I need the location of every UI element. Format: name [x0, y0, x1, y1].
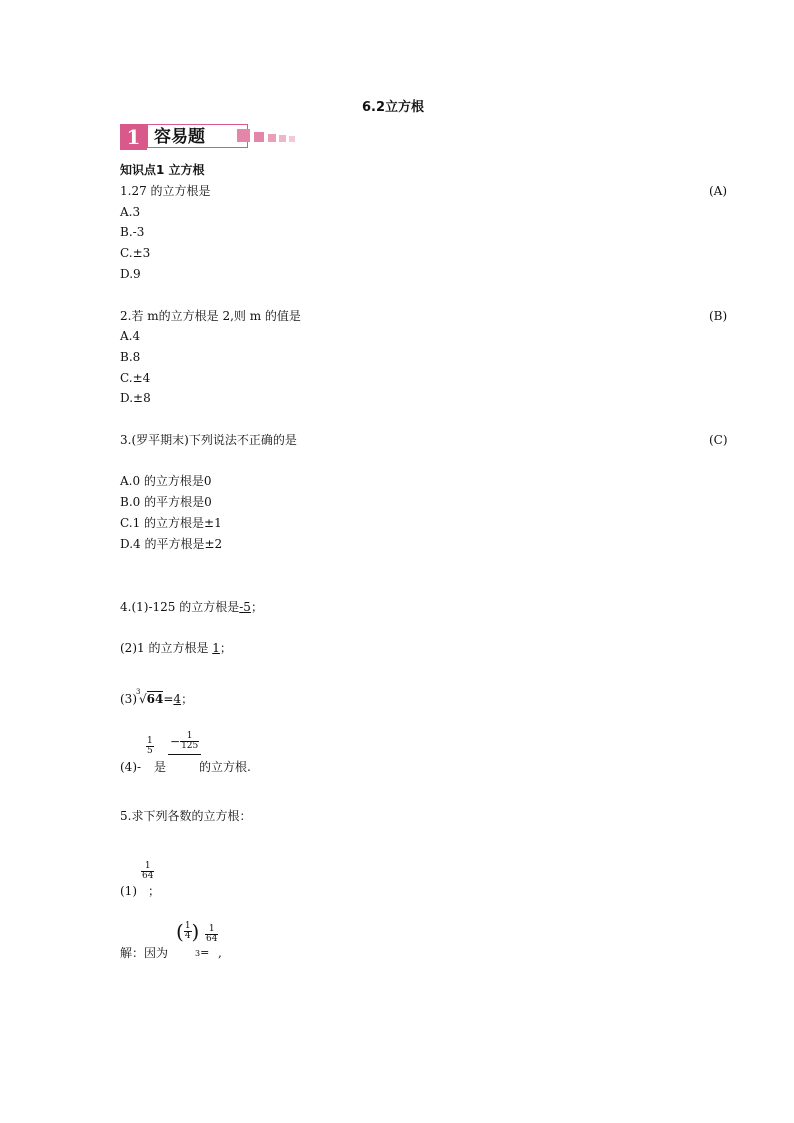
option: D.9	[120, 267, 141, 281]
option: D.4 的平方根是±2	[120, 537, 223, 551]
q4-part4: (4)-	[120, 760, 142, 774]
solution-exponent: 3=	[195, 946, 210, 959]
cube-root-expression: 3 √64	[137, 692, 163, 706]
page-title: 6.2立方根	[362, 100, 425, 115]
option: C.1 的立方根是±1	[120, 516, 222, 530]
decor-square	[289, 136, 295, 142]
q5-stem: 5.求下列各数的立方根：	[120, 809, 252, 823]
section-label: 容易题	[147, 124, 248, 148]
q4-part4-fraction: $\frac{1}{5}$	[147, 736, 153, 756]
decor-square	[268, 134, 276, 142]
q5-part1-fraction: $\frac{1}{64}$	[142, 861, 154, 881]
option: C.±3	[120, 246, 151, 260]
question-stem: 3.(罗平期末)下列说法不正确的是	[120, 433, 297, 447]
solution-suffix: ,	[218, 946, 222, 960]
option: C.±4	[120, 371, 151, 385]
root-index: 3	[136, 688, 141, 696]
knowledge-point: 知识点1 立方根	[120, 163, 205, 177]
section-number: 1	[120, 124, 147, 150]
question-stem: 2.若 m的立方根是 2,则 m 的值是	[120, 309, 301, 323]
q4-part1: 4.(1)-125 的立方根是-5；	[120, 600, 263, 614]
option: A.0 的立方根是0	[120, 474, 212, 488]
solution-result-fraction: $\frac{1}{64}$	[206, 924, 218, 944]
q5-part1: (1) ；	[120, 884, 161, 898]
q4-part4-suffix: 的立方根.	[199, 760, 251, 774]
solution-paren-fraction: ( $\frac{1}{4}$ )	[176, 919, 200, 944]
q4-part4-mid: 是	[154, 760, 167, 774]
q4-part1-answer: -5	[239, 600, 251, 614]
question-answer: (A)	[709, 184, 728, 198]
option: B.0 的平方根是0	[120, 495, 212, 509]
decor-square	[254, 132, 264, 142]
decor-square	[237, 129, 250, 142]
q4-part3: (3) 3 √64=4；	[120, 692, 193, 706]
question-stem: 1.27 的立方根是	[120, 184, 211, 198]
q4-part2-answer: 1	[212, 641, 220, 655]
q4-part4-answer: − $\frac{1}{125}$	[168, 732, 201, 755]
option: A.4	[120, 329, 141, 343]
option: B.8	[120, 350, 141, 364]
option: B.-3	[120, 225, 145, 239]
option: A.3	[120, 205, 141, 219]
option: D.±8	[120, 391, 151, 405]
q4-part3-answer: 4	[173, 692, 182, 706]
q4-part2: (2)1 的立方根是 1；	[120, 641, 232, 655]
radical-sign-icon: √	[139, 692, 147, 706]
decor-square	[279, 135, 286, 142]
question-answer: (C)	[709, 433, 728, 447]
question-answer: (B)	[709, 309, 728, 323]
solution-text: 解：因为	[120, 946, 169, 960]
